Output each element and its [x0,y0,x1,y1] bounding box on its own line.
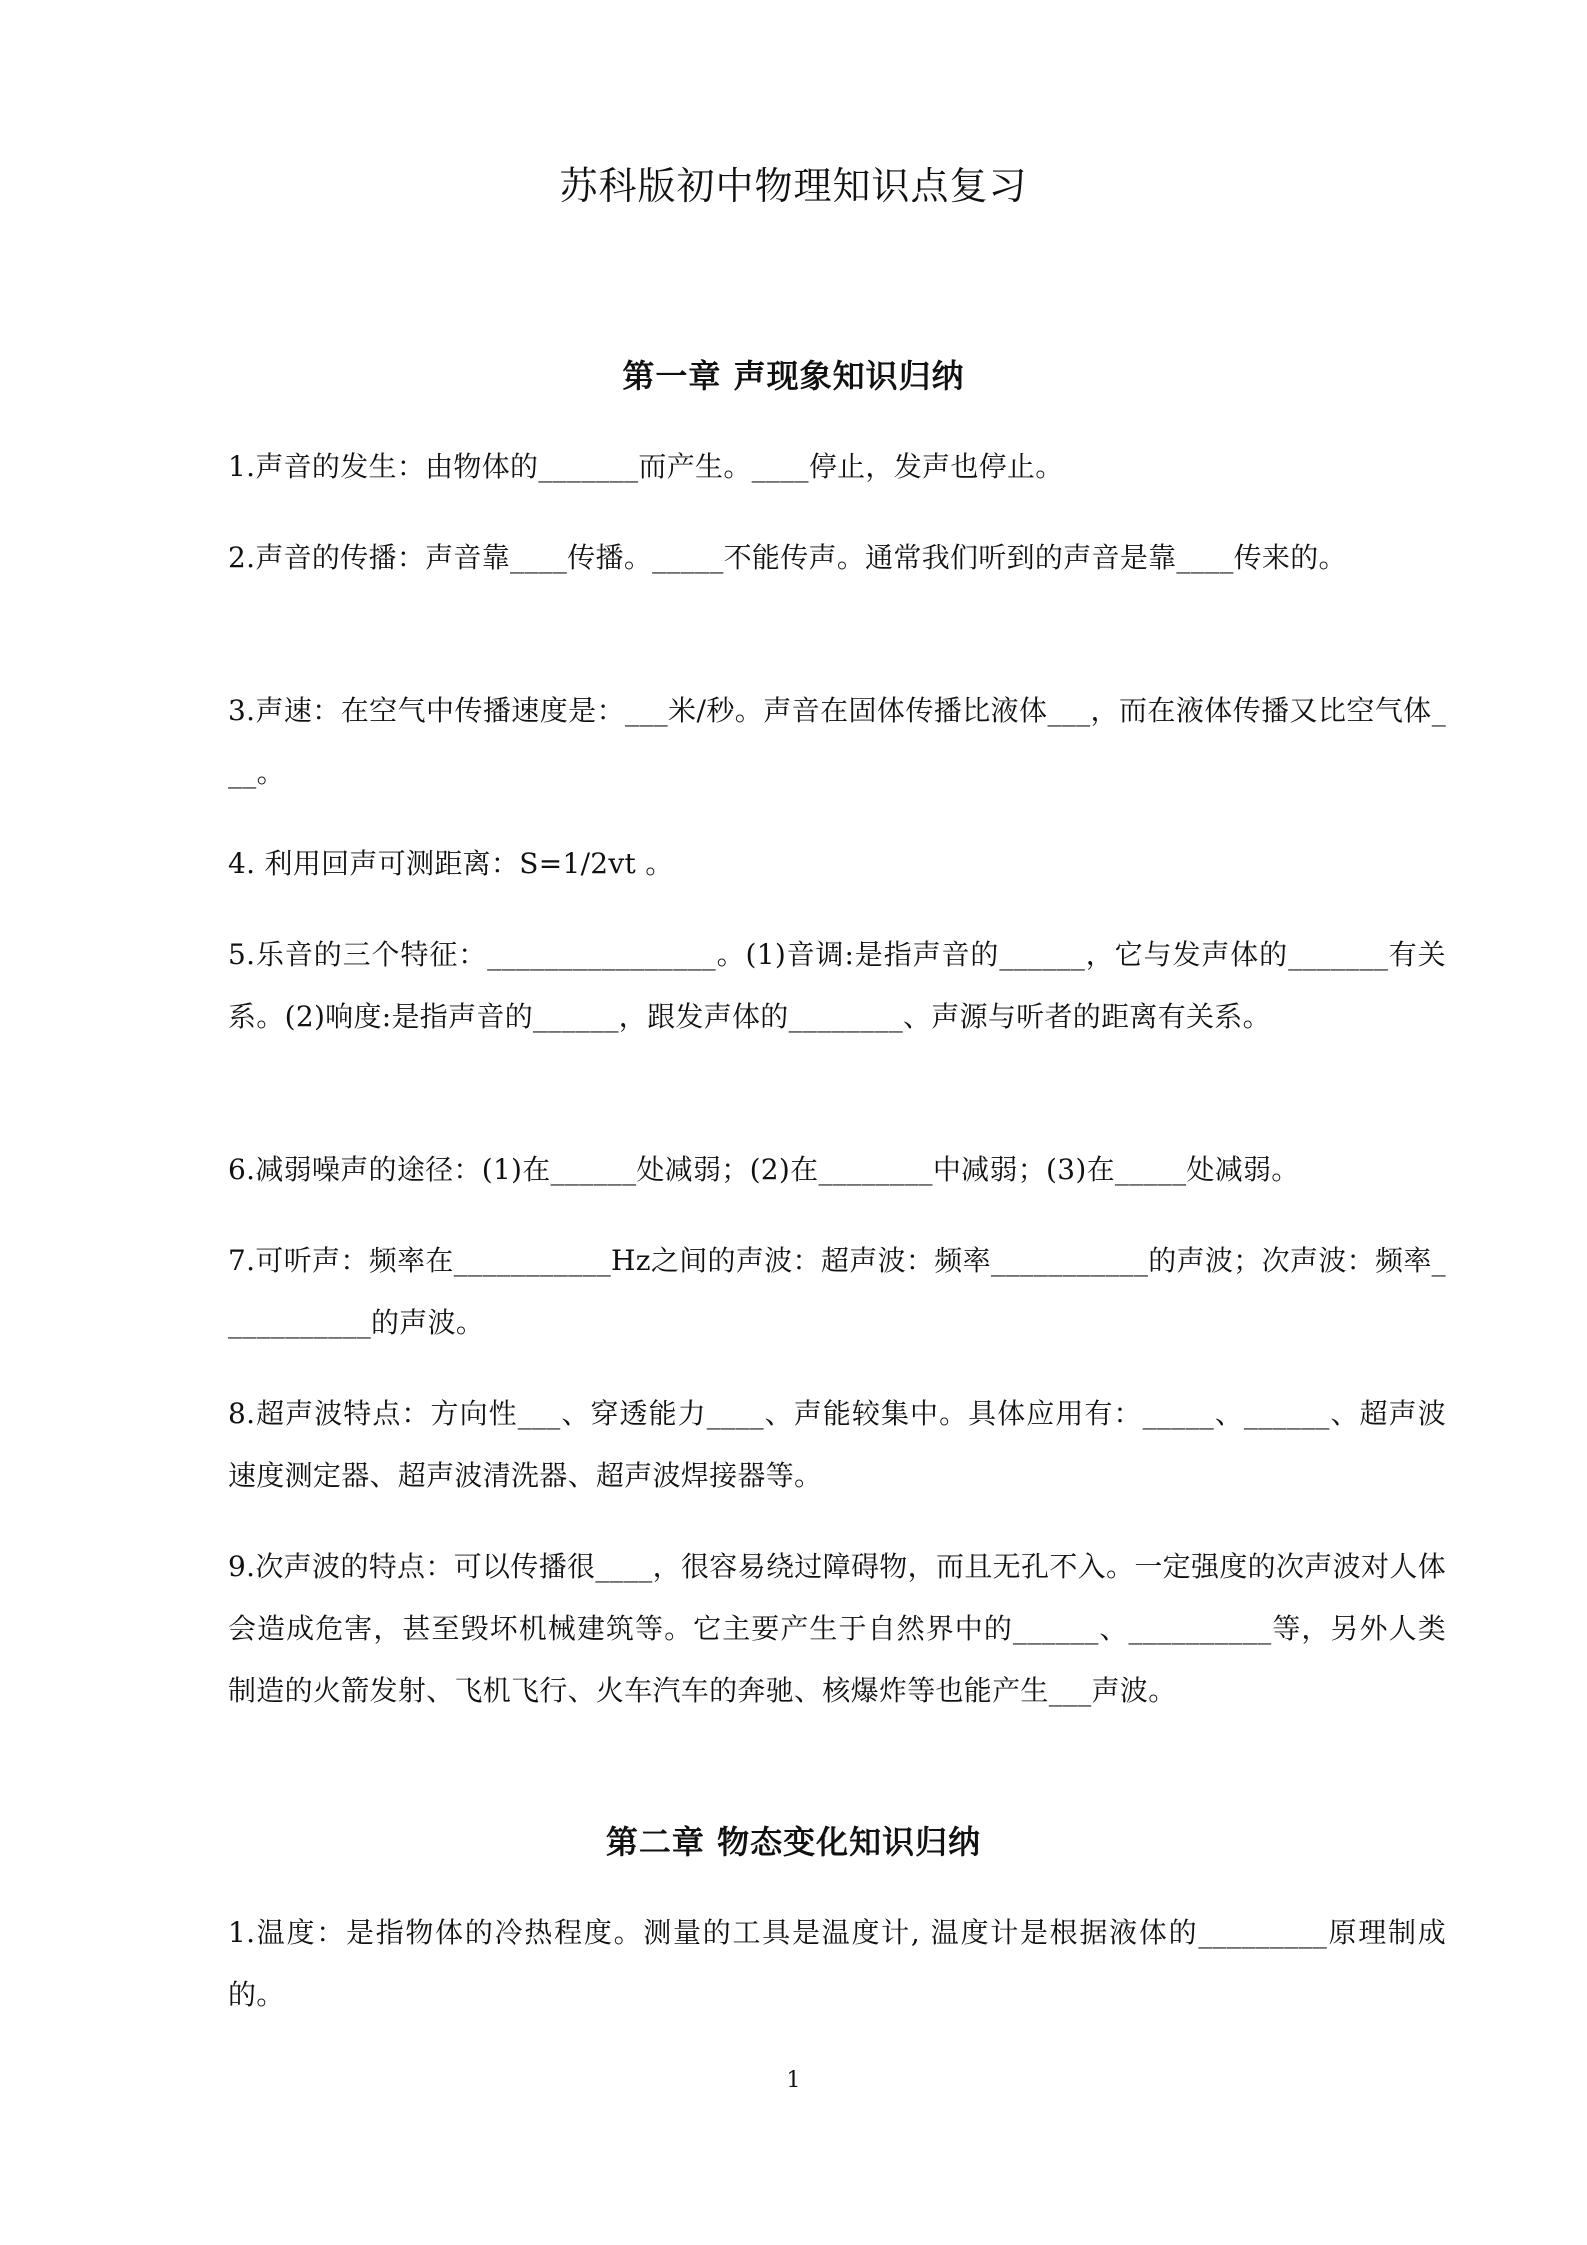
chapter-1-item-4: 4. 利用回声可测距离：S=1/2vt 。 [228,847,674,880]
chapter-1-item-5: 5.乐音的三个特征：________________。(1)音调:是指声音的______，它与发声体的_______有关系。(2)响度:是指声音的______，跟发声体的________、声源与听者的距离有关系。 [228,938,1446,1033]
chapter-2-item-1: 1.温度：是指物体的冷热程度。测量的工具是温度计, 温度计是根据液体的_________原理制成的。 [228,1916,1446,2011]
chapter-1-item-8: 8.超声波特点：方向性___、穿透能力____、声能较集中。具体应用有：_____、______、超声波速度测定器、超声波清洗器、超声波焊接器等。 [228,1397,1446,1492]
chapter-1-item-9: 9.次声波的特点：可以传播很____，很容易绕过障碍物，而且无孔不入。一定强度的次声波对人体会造成危害，甚至毁坏机械建筑等。它主要产生于自然界中的______、__________等，另外人类制造的火箭发射、飞机飞行、火车汽车的奔驰、核爆炸等也能产生___声波。 [228,1550,1446,1707]
chapter-1-item-7: 7.可听声：频率在___________Hz之间的声波：超声波：频率___________的声波；次声波：频率___________的声波。 [228,1244,1446,1339]
chapter-1-item-1: 1.声音的发生：由物体的_______而产生。____停止，发声也停止。 [228,450,1064,483]
chapter-1-item-2: 2.声音的传播：声音靠____传播。_____不能传声。通常我们听到的声音是靠____传来的。 [228,541,1347,574]
page-number: 1 [786,2068,801,2093]
chapter-2-title: 第二章 物态变化知识归纳 [605,1823,982,1861]
chapter-1-item-3: 3.声速：在空气中传播速度是：___米/秒。声音在固体传播比液体___，而在液体传播又比空气体___。 [228,694,1446,789]
document-title: 苏科版初中物理知识点复习 [559,164,1028,208]
chapter-1-item-6: 6.减弱噪声的途径：(1)在______处减弱；(2)在________中减弱；(3)在_____处减弱。 [228,1153,1300,1186]
chapter-1-title: 第一章 声现象知识归纳 [622,357,965,395]
